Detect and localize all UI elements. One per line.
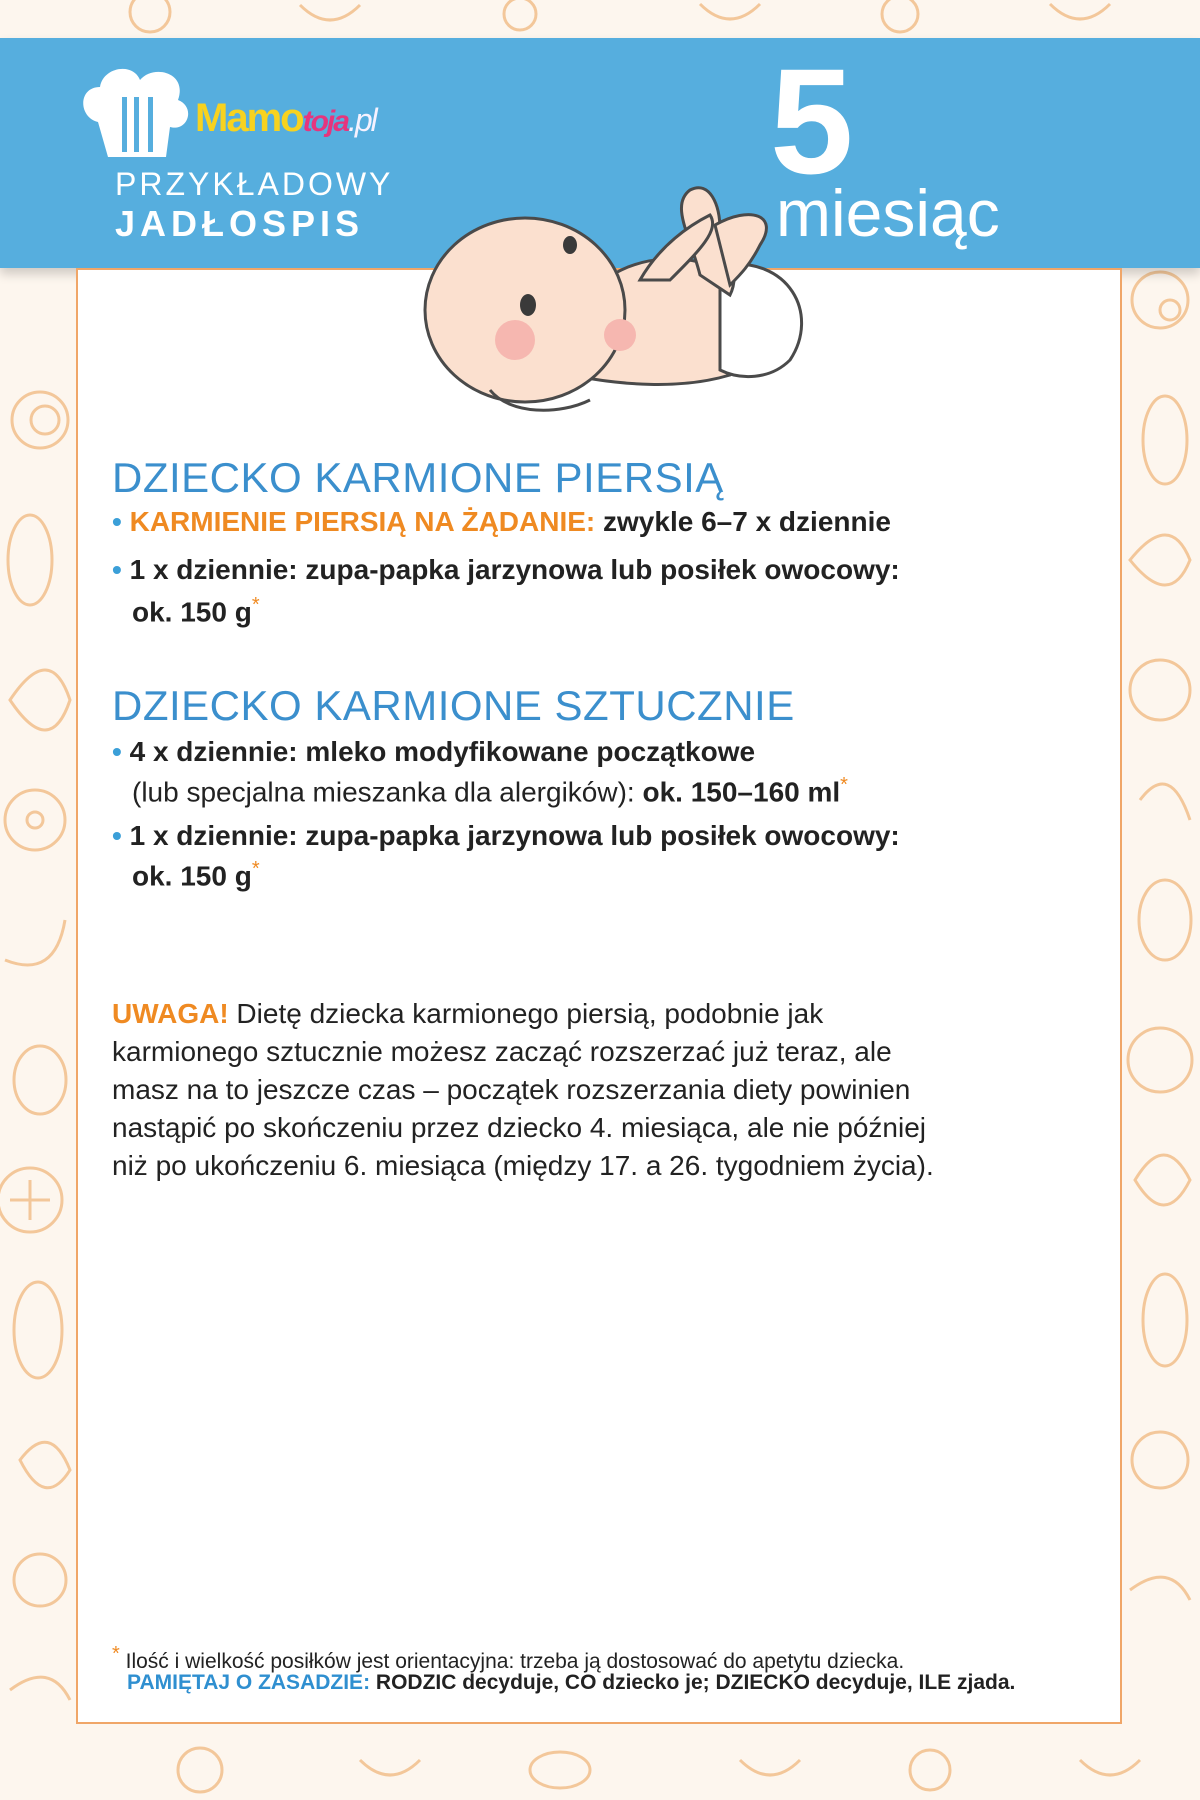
section2-title: DZIECKO KARMIONE SZTUCZNIE: [112, 682, 795, 729]
footer-line1: * Ilość i wielkość posiłków jest orientacyjna: trzeba ją dostosować do apetytu dziecka.: [112, 1643, 905, 1673]
section2-item1-line2: (lub specjalna mieszanka dla alergików): ok. 150–160 ml*: [132, 774, 848, 808]
subtitle-line1: PRZYKŁADOWY: [115, 166, 394, 202]
bullet: •: [112, 506, 122, 537]
section2-item2: • 1 x dziennie: zupa-papka jarzynowa lub posiłek owocowy:: [112, 820, 900, 851]
bullet: •: [112, 554, 122, 585]
chef-hat-cutlery-icon: [78, 62, 198, 162]
note-label: UWAGA!: [112, 998, 229, 1029]
note-line3: masz na to jeszcze czas – początek rozszerzania diety powinien: [112, 1074, 911, 1105]
note-line5: niż po ukończeniu 6. miesiąca (między 17. a 26. tygodniem życia).: [112, 1150, 934, 1181]
month-number: 5: [770, 37, 854, 205]
baby-illustration: [420, 185, 880, 420]
footer-rule: PAMIĘTAJ O ZASADZIE: RODZIC decyduje, CO dziecko je; DZIECKO decyduje, ILE zjada.: [127, 1671, 1016, 1694]
bullet: •: [112, 820, 122, 851]
section1-item2-line2: ok. 150 g*: [132, 594, 260, 628]
month-word: miesiąc: [776, 176, 1000, 250]
section1-item1: • KARMIENIE PIERSIĄ NA ŻĄDANIE: zwykle 6–7 x dziennie: [112, 506, 891, 537]
bullet: •: [112, 736, 122, 767]
subtitle-line2: JADŁOSPIS: [115, 203, 365, 244]
section2-item1: • 4 x dziennie: mleko modyfikowane początkowe: [112, 736, 756, 767]
brand-logo-text: Mamotoja.pl: [195, 96, 376, 140]
note-line1: UWAGA! Dietę dziecka karmionego piersią, podobnie jak: [112, 998, 824, 1029]
section2-item2-line2: ok. 150 g*: [132, 858, 260, 892]
section1-item2: • 1 x dziennie: zupa-papka jarzynowa lub posiłek owocowy:: [112, 554, 900, 585]
section1-title: DZIECKO KARMIONE PIERSIĄ: [112, 454, 724, 501]
note-line4: nastąpić po skończeniu przez dziecko 4. miesiąca, ale nie później: [112, 1112, 927, 1143]
note-line2: karmionego sztucznie możesz zacząć rozszerzać już teraz, ale: [112, 1036, 892, 1067]
